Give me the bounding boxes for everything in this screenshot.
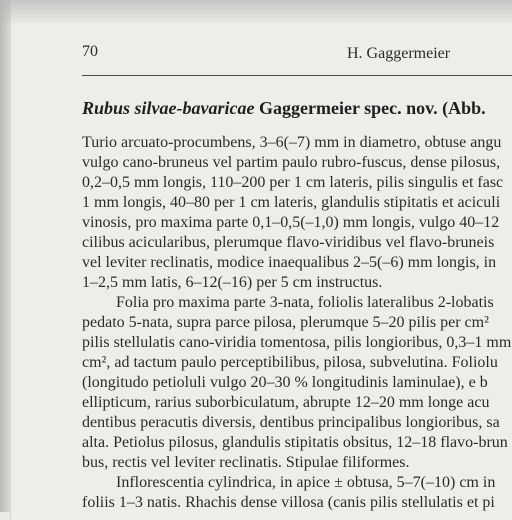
top-shadow <box>0 0 512 26</box>
paragraph-turio <box>82 133 512 293</box>
text-line: vel leviter reclinatis, modice inaequalibus 2–5(–6) mm longis, in <box>82 254 497 271</box>
running-head <box>82 43 512 67</box>
text-line: pilis stellulatis cano-viridia tomentosa, pilis longioribus, 0,3–1 mm <box>82 334 512 351</box>
species-title <box>82 98 512 119</box>
text-line: Turio arcuato-procumbens, 3–6(–7) mm in diametro, obtuse angu <box>82 134 502 151</box>
header-rule <box>82 75 512 76</box>
species-name: Rubus silvae-bavaricae <box>82 98 255 118</box>
text-line: cilibus acicularibus, plerumque flavo-viridibus vel flavo-bruneis <box>82 234 495 251</box>
paragraph-inflorescentia <box>82 473 512 513</box>
text-line: 0,2–0,5 mm longis, 110–200 per 1 cm lateris, pilis singulis et fasc <box>82 174 504 191</box>
page-number: 70 <box>82 43 98 60</box>
running-head-author: H. Gaggermeier <box>347 45 451 62</box>
text-line: pedato 5-nata, supra parce pilosa, plerumque 5–20 pilis per cm² <box>82 314 489 331</box>
text-line: alta. Petiolus pilosus, glandulis stipitatis obsitus, 12–18 flavo-brun <box>82 434 508 451</box>
page-edge <box>0 0 10 512</box>
text-line: 1–2,5 mm latis, 6–12(–16) per 5 cm instructus. <box>82 274 383 291</box>
text-line: dentibus peracutis diversis, dentibus principalibus longioribus, sa <box>82 414 500 431</box>
text-line: Folia pro maxima parte 3-nata, foliolis lateralibus 2-lobatis <box>116 294 494 311</box>
text-line: ellipticum, rarius suborbiculatum, abrupte 12–20 mm longe acu <box>82 394 490 411</box>
text-line: bus, rectis vel leviter reclinatis. Stipulae filiformes. <box>82 454 410 471</box>
title-rest: Gaggermeier spec. nov. (Abb. <box>254 98 486 118</box>
text-line: 1 mm longis, 40–80 per 1 cm lateris, glandulis stipitatis et aciculi <box>82 194 501 211</box>
text-line: vinosis, pro maxima parte 0,1–0,5(–1,0) mm longis, vulgo 40–12 <box>82 214 500 231</box>
text-line: cm², ad tactum paulo perceptibilibus, pilosa, subvelutina. Foliolu <box>82 354 498 371</box>
text-line: foliis 1–3 natis. Rhachis dense villosa (canis pilis stellulatis et pi <box>82 494 495 511</box>
text-line: (longitudo petioluli vulgo 20–30 % longitudinis laminulae), e b <box>82 374 488 391</box>
text-line: vulgo cano-bruneus vel partim paulo rubro-fuscus, dense pilosus, <box>82 154 501 171</box>
text-line: Inflorescentia cylindrica, in apice ± obtusa, 5–7(–10) cm in <box>116 474 496 491</box>
paragraph-folia <box>82 293 512 473</box>
